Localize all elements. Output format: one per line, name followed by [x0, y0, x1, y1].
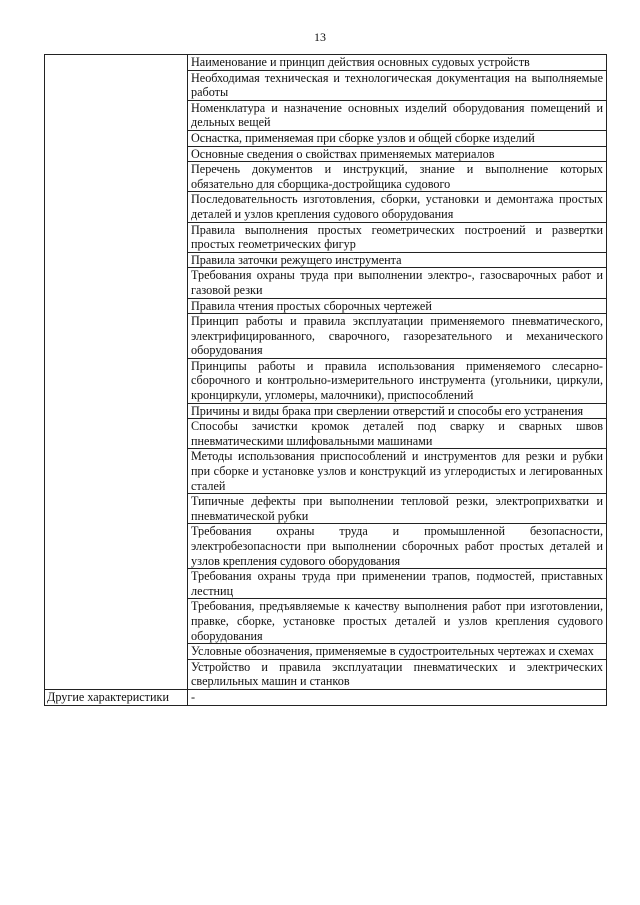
knowledge-item: Наименование и принцип действия основных судовых устройств — [188, 55, 607, 71]
other-characteristics-row — [45, 689, 607, 705]
knowledge-table — [44, 54, 607, 706]
knowledge-item: Принцип работы и правила эксплуатации применяемого пневматического, электрифицированного, сварочного, газорезательного и механического оборудования — [188, 314, 607, 359]
table-row — [45, 55, 607, 71]
knowledge-item: Методы использования приспособлений и инструментов для резки и рубки при сборке и установке узлов и конструкций из углеродистых и легированных сталей — [188, 449, 607, 494]
page-number: 13 — [314, 30, 326, 44]
knowledge-item: Условные обозначения, применяемые в судостроительных чертежах и схемах — [188, 644, 607, 660]
knowledge-item: Оснастка, применяемая при сборке узлов и общей сборке изделий — [188, 130, 607, 146]
knowledge-item: Правила выполнения простых геометрических построений и развертки простых геометрических фигур — [188, 222, 607, 252]
knowledge-item: Необходимая техническая и технологическая документация на выполняемые работы — [188, 70, 607, 100]
knowledge-item: Устройство и правила эксплуатации пневматических и электрических сверлильных машин и станков — [188, 659, 607, 689]
knowledge-item: Правила заточки режущего инструмента — [188, 252, 607, 268]
left-column-empty-cell — [45, 55, 188, 690]
knowledge-item: Перечень документов и инструкций, знание и выполнение которых обязательно для сборщика-достройщика судового — [188, 162, 607, 192]
knowledge-item: Номенклатура и назначение основных изделий оборудования помещений и дельных вещей — [188, 100, 607, 130]
knowledge-item: Требования охраны труда при применении трапов, подмостей, приставных лестниц — [188, 569, 607, 599]
knowledge-table-body — [45, 55, 607, 706]
knowledge-item: Правила чтения простых сборочных чертежей — [188, 298, 607, 314]
other-characteristics-label: Другие характеристики — [45, 689, 188, 705]
knowledge-item: Причины и виды брака при сверлении отверстий и способы его устранения — [188, 403, 607, 419]
knowledge-item: Требования, предъявляемые к качеству выполнения работ при изготовлении, правке, сборке, установке простых деталей и узлов крепления судового оборудования — [188, 599, 607, 644]
knowledge-item: Принципы работы и правила использования применяемого слесарно-сборочного и контрольно-измерительного инструмента (угольники, циркули, кронциркули, угломеры, малочники), приспособлений — [188, 358, 607, 403]
knowledge-item: Типичные дефекты при выполнении тепловой резки, электроприхватки и пневматической рубки — [188, 494, 607, 524]
knowledge-item: Последовательность изготовления, сборки, установки и демонтажа простых деталей и узлов крепления судового оборудования — [188, 192, 607, 222]
knowledge-item: Требования охраны труда при выполнении электро-, газосварочных работ и газовой резки — [188, 268, 607, 298]
other-characteristics-value: - — [188, 689, 607, 705]
knowledge-item: Способы зачистки кромок деталей под сварку и сварных швов пневматическими шлифовальными машинами — [188, 419, 607, 449]
knowledge-item: Основные сведения о свойствах применяемых материалов — [188, 146, 607, 162]
knowledge-item: Требования охраны труда и промышленной безопасности, электробезопасности при выполнении сборочных работ простых деталей и узлов крепления судового оборудования — [188, 524, 607, 569]
